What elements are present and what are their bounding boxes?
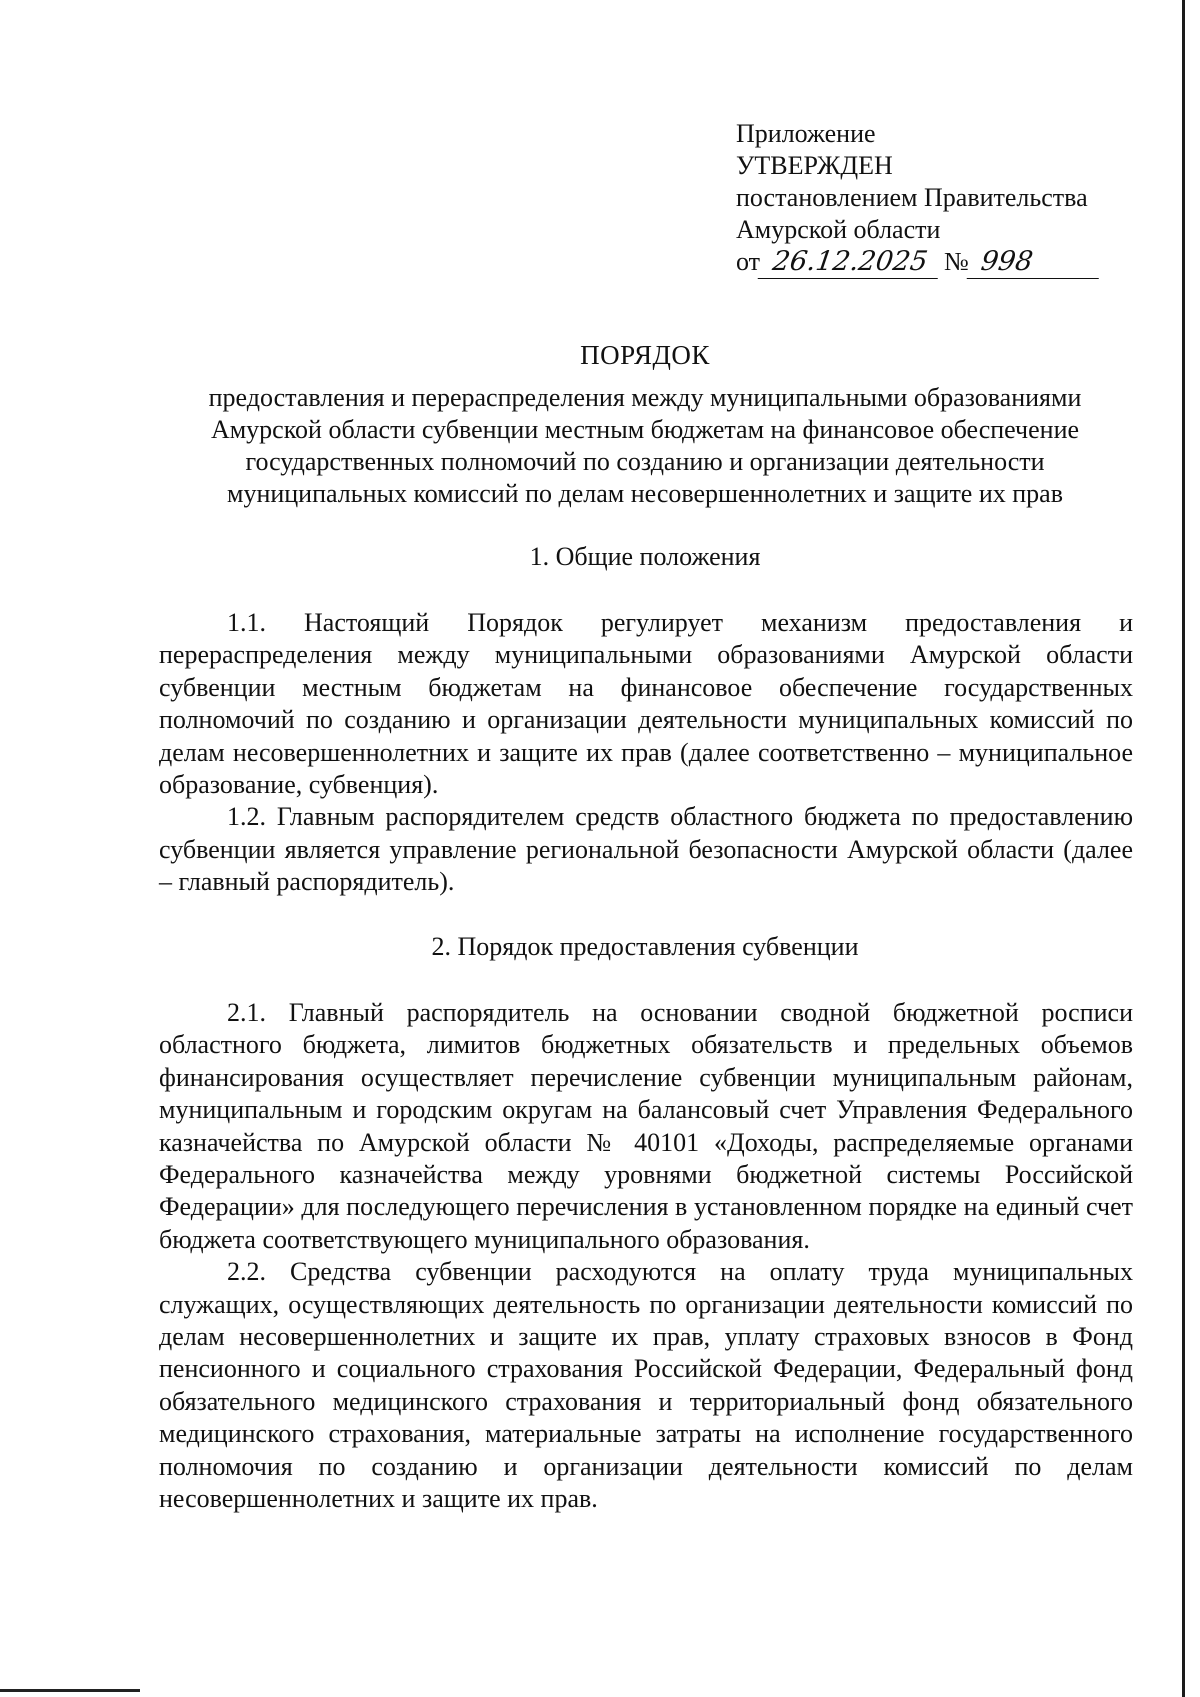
document-title: ПОРЯДОК — [580, 340, 710, 370]
handwritten-date: 26.12.2025 — [758, 246, 943, 279]
paragraph-1-1: 1.1. Настоящий Порядок регулирует механизм предоставления и перераспределения между муниципальными образованиями Амурской области субвенции местным бюджетам на финансовое обеспечение государственных полномочий по созданию и организации деятельности муниципальных комиссий по делам несовершеннолетних и защите их прав (далее соответственно – муниципальное образование, субвенция). — [159, 608, 1133, 800]
page-edge-line — [1182, 0, 1185, 1697]
paragraph-2-1: 2.1. Главный распорядитель на основании сводной бюджетной росписи областного бюджета, лимитов бюджетных обязательств и предельных объемов финансирования осуществляет перечисление субвенции муниципальным районам, муниципальным и городским округам на балансовый счет Управления Федерального казначейства по Амурской области № 40101 «Доходы, распределяемые органами Федерального казначейства между уровнями бюджетной системы Российской Федерации» для последующего перечисления в установленном порядке на единый счет бюджета соответствующего муниципального образования. — [159, 998, 1133, 1254]
section-1-heading: 1. Общие положения — [529, 542, 761, 571]
paragraph-2-2: 2.2. Средства субвенции расходуются на оплату труда муниципальных служащих, осуществляющих деятельность по организации деятельности комиссий по делам несовершеннолетних и защите их прав, уплату страховых взносов в Фонд пенсионного и социального страхования Российской Федерации, Федеральный фонд обязательного медицинского страхования и территориальный фонд обязательного медицинского страхования, материальные затраты на исполнение государственного полномочия по созданию и организации деятельности комиссий по делам несовершеннолетних и защите их прав. — [159, 1257, 1133, 1514]
section-2-heading: 2. Порядок предоставления субвенции — [431, 932, 859, 961]
subtitle-line: Амурской области субвенции местным бюджетам на финансовое обеспечение — [210, 415, 1080, 444]
section-2-body — [159, 997, 1133, 1516]
number-sign: № — [944, 247, 969, 276]
approval-date-number — [736, 246, 1101, 279]
document-subtitle — [160, 382, 1130, 510]
handwritten-number: 998 — [967, 246, 1104, 279]
subtitle-line: государственных полномочий по созданию и организации деятельности — [245, 447, 1045, 476]
approval-stamp — [736, 118, 1101, 279]
subtitle-line: муниципальных комиссий по делам несовершеннолетних и защите их прав — [226, 479, 1063, 508]
date-prefix: от — [736, 247, 761, 276]
approval-appendix: Приложение — [736, 119, 876, 148]
approval-approved: УТВЕРЖДЕН — [736, 151, 893, 180]
paragraph-1-2: 1.2. Главным распорядителем средств областного бюджета по предоставлению субвенции является управление региональной безопасности Амурской области (далее – главный распорядитель). — [159, 802, 1133, 897]
subtitle-line: предоставления и перераспределения между муниципальными образованиями — [208, 383, 1082, 412]
footnote-divider — [0, 1689, 140, 1692]
approval-resolution: постановлением Правительства — [736, 183, 1088, 212]
section-1-body — [159, 607, 1133, 899]
approval-region: Амурской области — [736, 215, 941, 244]
